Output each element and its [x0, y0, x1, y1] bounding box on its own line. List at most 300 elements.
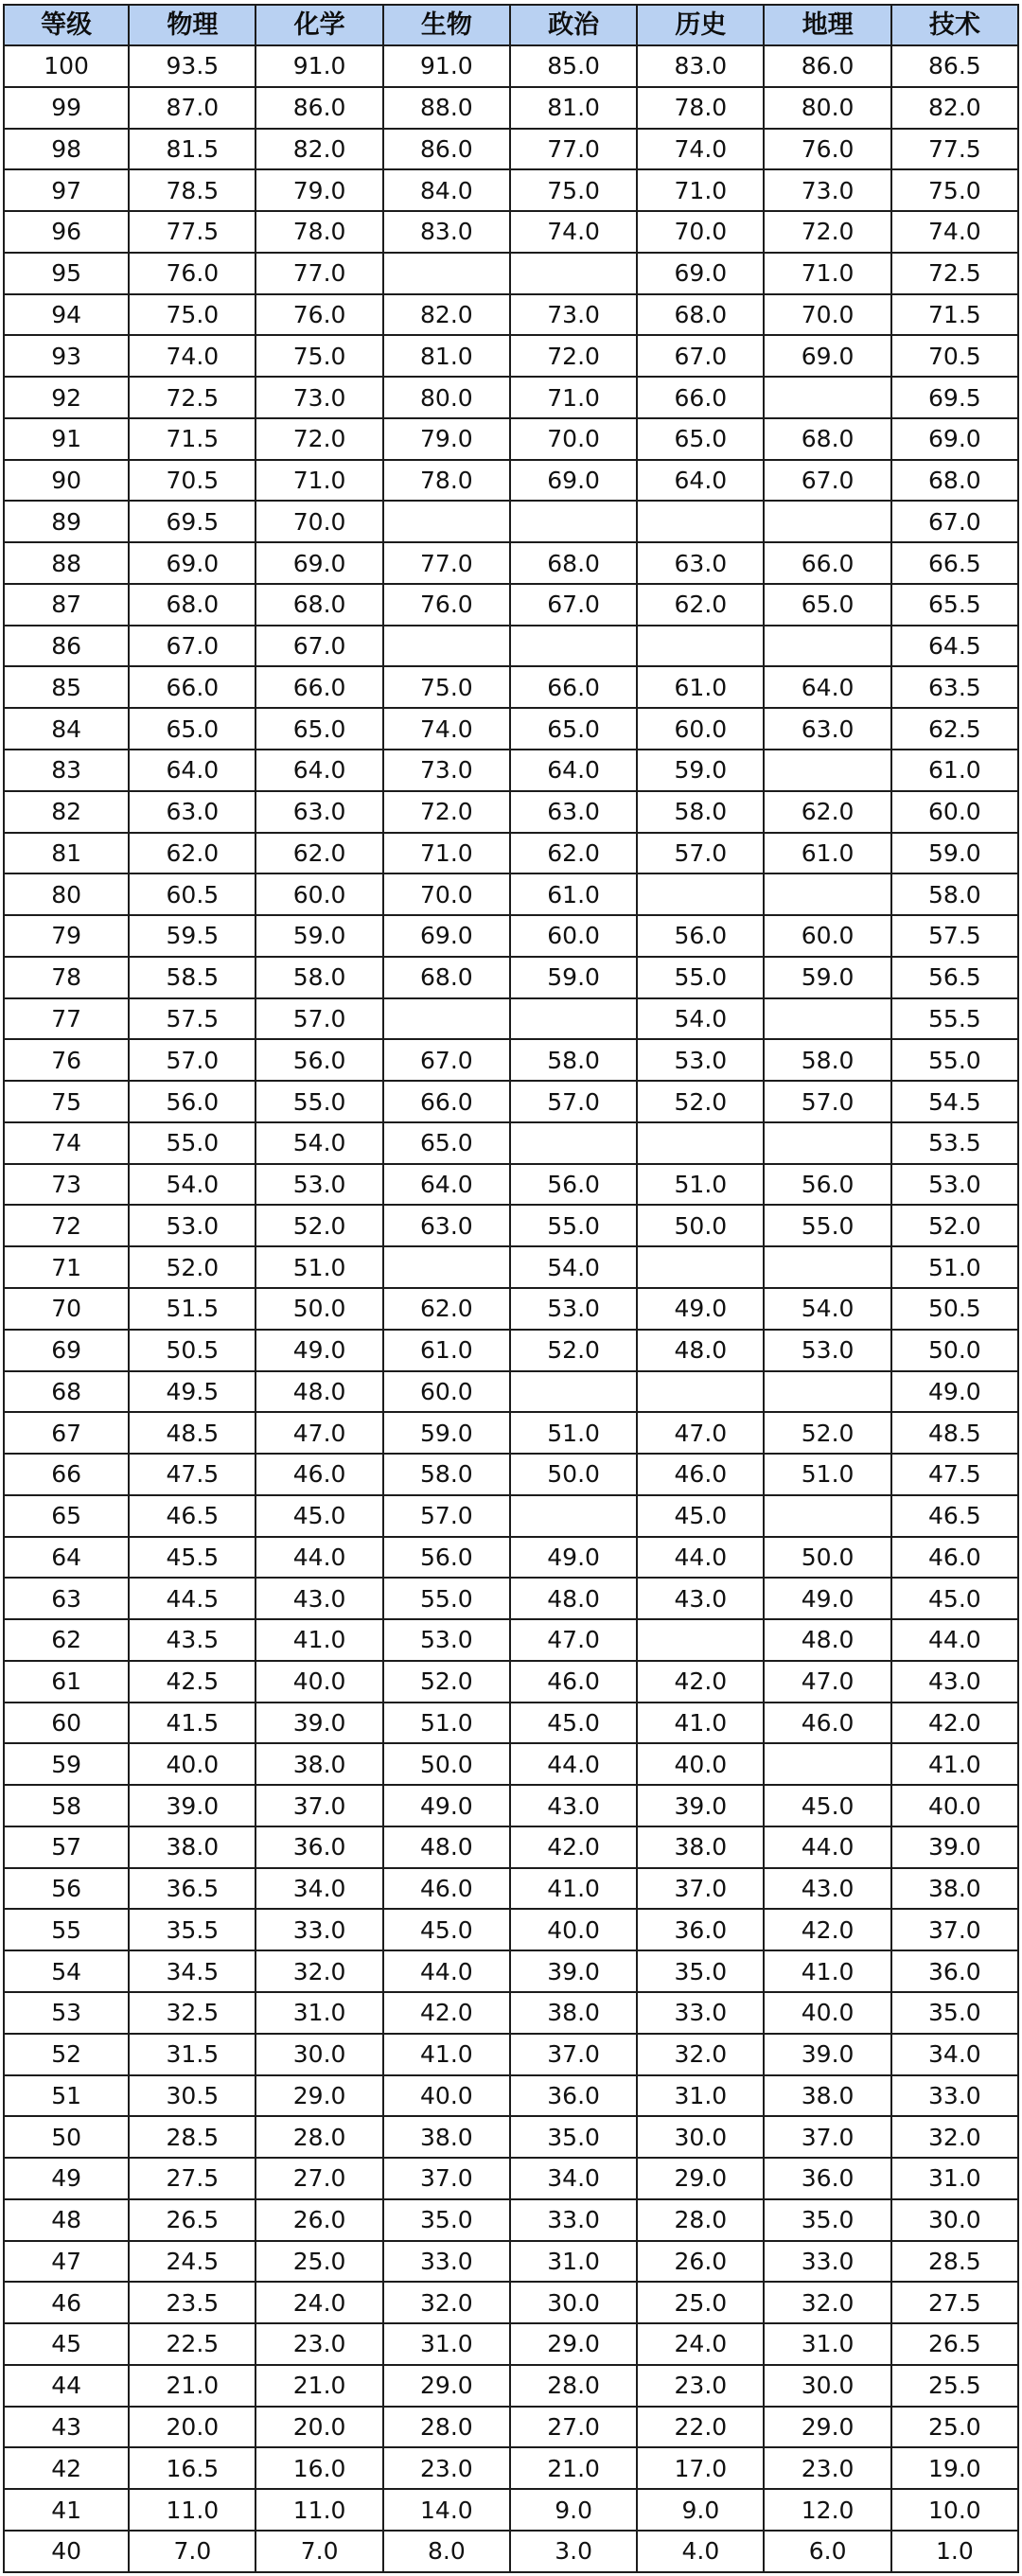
cell-physics: 57.5	[129, 998, 256, 1040]
cell-biology: 66.0	[383, 1081, 510, 1122]
cell-biology: 32.0	[383, 2282, 510, 2323]
header-physics: 物理	[129, 5, 256, 45]
cell-physics: 22.5	[129, 2323, 256, 2365]
cell-physics: 30.5	[129, 2075, 256, 2117]
table-row	[4, 873, 1018, 915]
cell-history: 35.0	[637, 1950, 764, 1992]
cell-physics: 49.5	[129, 1371, 256, 1413]
cell-geography: 47.0	[764, 1661, 890, 1703]
cell-technology: 40.0	[891, 1785, 1018, 1826]
cell-technology: 19.0	[891, 2447, 1018, 2489]
cell-biology: 61.0	[383, 1330, 510, 1371]
cell-politics: 47.0	[510, 1619, 637, 1661]
cell-technology: 35.0	[891, 1992, 1018, 2034]
cell-physics: 72.5	[129, 377, 256, 418]
cell-grade: 89	[4, 501, 129, 542]
cell-geography: 70.0	[764, 294, 890, 336]
cell-geography: 33.0	[764, 2241, 890, 2283]
cell-physics: 56.0	[129, 1081, 256, 1122]
cell-physics: 65.0	[129, 708, 256, 750]
cell-geography: 35.0	[764, 2199, 890, 2241]
header-history: 历史	[637, 5, 764, 45]
cell-biology: 57.0	[383, 1495, 510, 1537]
cell-biology: 62.0	[383, 1288, 510, 1330]
cell-geography: 41.0	[764, 1950, 890, 1992]
cell-chemistry: 27.0	[256, 2158, 382, 2199]
cell-chemistry: 64.0	[256, 750, 382, 791]
cell-history: 60.0	[637, 708, 764, 750]
cell-physics: 62.0	[129, 833, 256, 874]
cell-chemistry: 59.0	[256, 915, 382, 957]
table-row	[4, 1246, 1018, 1288]
cell-grade: 61	[4, 1661, 129, 1703]
cell-politics	[510, 1122, 637, 1164]
cell-history: 33.0	[637, 1992, 764, 2034]
cell-physics: 41.5	[129, 1703, 256, 1744]
cell-grade: 58	[4, 1785, 129, 1826]
cell-politics: 57.0	[510, 1081, 637, 1122]
cell-grade: 81	[4, 833, 129, 874]
cell-politics	[510, 998, 637, 1040]
cell-technology: 55.5	[891, 998, 1018, 1040]
cell-politics: 68.0	[510, 542, 637, 584]
table-row	[4, 1412, 1018, 1454]
cell-technology: 33.0	[891, 2075, 1018, 2117]
cell-history: 78.0	[637, 87, 764, 129]
cell-politics: 31.0	[510, 2241, 637, 2283]
cell-biology: 69.0	[383, 915, 510, 957]
grade-conversion-table	[3, 4, 1019, 2573]
cell-technology: 26.5	[891, 2323, 1018, 2365]
cell-chemistry: 73.0	[256, 377, 382, 418]
cell-geography: 65.0	[764, 584, 890, 626]
cell-biology: 31.0	[383, 2323, 510, 2365]
cell-grade: 63	[4, 1578, 129, 1619]
table-row	[4, 211, 1018, 253]
cell-technology: 39.0	[891, 1826, 1018, 1868]
cell-physics: 77.5	[129, 211, 256, 253]
cell-history: 65.0	[637, 418, 764, 460]
table-row	[4, 1081, 1018, 1122]
cell-geography: 73.0	[764, 169, 890, 211]
cell-grade: 92	[4, 377, 129, 418]
table-row	[4, 1039, 1018, 1081]
cell-physics: 55.0	[129, 1122, 256, 1164]
table-row	[4, 1330, 1018, 1371]
cell-technology: 71.5	[891, 294, 1018, 336]
table-row	[4, 1495, 1018, 1537]
cell-geography: 68.0	[764, 418, 890, 460]
cell-politics: 67.0	[510, 584, 637, 626]
cell-politics: 28.0	[510, 2365, 637, 2407]
table-row	[4, 957, 1018, 998]
cell-chemistry: 38.0	[256, 1743, 382, 1785]
cell-grade: 55	[4, 1909, 129, 1950]
cell-biology: 71.0	[383, 833, 510, 874]
table-row	[4, 1454, 1018, 1495]
cell-physics: 60.5	[129, 873, 256, 915]
table-row	[4, 1992, 1018, 2034]
cell-biology: 53.0	[383, 1619, 510, 1661]
cell-history: 25.0	[637, 2282, 764, 2323]
cell-biology	[383, 998, 510, 1040]
cell-grade: 54	[4, 1950, 129, 1992]
cell-physics: 69.5	[129, 501, 256, 542]
cell-biology: 88.0	[383, 87, 510, 129]
cell-technology: 49.0	[891, 1371, 1018, 1413]
cell-grade: 98	[4, 129, 129, 170]
cell-politics: 60.0	[510, 915, 637, 957]
cell-history	[637, 1619, 764, 1661]
cell-technology: 48.5	[891, 1412, 1018, 1454]
cell-chemistry: 32.0	[256, 1950, 382, 1992]
cell-physics: 70.5	[129, 460, 256, 502]
cell-history: 69.0	[637, 253, 764, 294]
cell-physics: 40.0	[129, 1743, 256, 1785]
cell-politics: 58.0	[510, 1039, 637, 1081]
table-row	[4, 2282, 1018, 2323]
cell-technology: 25.0	[891, 2407, 1018, 2448]
cell-chemistry: 72.0	[256, 418, 382, 460]
cell-chemistry: 58.0	[256, 957, 382, 998]
header-biology: 生物	[383, 5, 510, 45]
cell-politics: 73.0	[510, 294, 637, 336]
table-row	[4, 1661, 1018, 1703]
cell-biology	[383, 626, 510, 667]
cell-history: 61.0	[637, 666, 764, 708]
cell-chemistry: 41.0	[256, 1619, 382, 1661]
cell-physics: 57.0	[129, 1039, 256, 1081]
cell-chemistry: 63.0	[256, 791, 382, 833]
cell-chemistry: 31.0	[256, 1992, 382, 2034]
cell-geography: 62.0	[764, 791, 890, 833]
cell-geography	[764, 1743, 890, 1785]
cell-grade: 43	[4, 2407, 129, 2448]
cell-biology: 65.0	[383, 1122, 510, 1164]
cell-physics: 32.5	[129, 1992, 256, 2034]
cell-grade: 94	[4, 294, 129, 336]
table-row	[4, 377, 1018, 418]
cell-technology: 60.0	[891, 791, 1018, 833]
cell-biology	[383, 1246, 510, 1288]
cell-politics: 42.0	[510, 1826, 637, 1868]
cell-physics: 38.0	[129, 1826, 256, 1868]
header-grade: 等级	[4, 5, 129, 45]
cell-history: 42.0	[637, 1661, 764, 1703]
cell-chemistry: 46.0	[256, 1454, 382, 1495]
cell-politics	[510, 253, 637, 294]
cell-physics: 11.0	[129, 2489, 256, 2531]
cell-biology: 44.0	[383, 1950, 510, 1992]
table-row	[4, 626, 1018, 667]
cell-history: 17.0	[637, 2447, 764, 2489]
cell-technology: 50.5	[891, 1288, 1018, 1330]
cell-grade: 86	[4, 626, 129, 667]
table-row	[4, 2365, 1018, 2407]
cell-geography: 23.0	[764, 2447, 890, 2489]
cell-physics: 35.5	[129, 1909, 256, 1950]
cell-history	[637, 626, 764, 667]
cell-geography: 12.0	[764, 2489, 890, 2531]
cell-politics: 36.0	[510, 2075, 637, 2117]
cell-biology: 58.0	[383, 1454, 510, 1495]
cell-geography: 52.0	[764, 1412, 890, 1454]
cell-history: 49.0	[637, 1288, 764, 1330]
table-row	[4, 1164, 1018, 1206]
cell-politics: 74.0	[510, 211, 637, 253]
cell-politics: 53.0	[510, 1288, 637, 1330]
cell-biology: 51.0	[383, 1703, 510, 1744]
cell-geography: 58.0	[764, 1039, 890, 1081]
cell-biology: 63.0	[383, 1205, 510, 1246]
cell-grade: 49	[4, 2158, 129, 2199]
table-row	[4, 2531, 1018, 2572]
cell-geography: 66.0	[764, 542, 890, 584]
cell-technology: 54.5	[891, 1081, 1018, 1122]
table-row	[4, 460, 1018, 502]
cell-politics: 59.0	[510, 957, 637, 998]
cell-chemistry: 11.0	[256, 2489, 382, 2531]
cell-physics: 44.5	[129, 1578, 256, 1619]
cell-history: 23.0	[637, 2365, 764, 2407]
cell-technology: 50.0	[891, 1330, 1018, 1371]
cell-chemistry: 23.0	[256, 2323, 382, 2365]
cell-geography: 69.0	[764, 335, 890, 377]
cell-physics: 75.0	[129, 294, 256, 336]
cell-physics: 53.0	[129, 1205, 256, 1246]
cell-grade: 83	[4, 750, 129, 791]
cell-technology: 32.0	[891, 2116, 1018, 2158]
cell-politics: 51.0	[510, 1412, 637, 1454]
cell-geography: 55.0	[764, 1205, 890, 1246]
cell-grade: 90	[4, 460, 129, 502]
cell-technology: 36.0	[891, 1950, 1018, 1992]
cell-technology: 1.0	[891, 2531, 1018, 2572]
cell-geography: 39.0	[764, 2034, 890, 2075]
cell-grade: 77	[4, 998, 129, 1040]
table-row	[4, 253, 1018, 294]
cell-physics: 68.0	[129, 584, 256, 626]
cell-politics: 48.0	[510, 1578, 637, 1619]
cell-biology: 59.0	[383, 1412, 510, 1454]
cell-history: 50.0	[637, 1205, 764, 1246]
cell-technology: 67.0	[891, 501, 1018, 542]
cell-biology: 23.0	[383, 2447, 510, 2489]
table-row	[4, 998, 1018, 1040]
cell-geography: 64.0	[764, 666, 890, 708]
cell-chemistry: 65.0	[256, 708, 382, 750]
header-geography: 地理	[764, 5, 890, 45]
cell-chemistry: 20.0	[256, 2407, 382, 2448]
table-row	[4, 666, 1018, 708]
cell-politics: 71.0	[510, 377, 637, 418]
cell-technology: 86.5	[891, 45, 1018, 87]
cell-politics: 46.0	[510, 1661, 637, 1703]
cell-biology: 56.0	[383, 1537, 510, 1579]
cell-geography: 49.0	[764, 1578, 890, 1619]
cell-technology: 51.0	[891, 1246, 1018, 1288]
cell-technology: 53.0	[891, 1164, 1018, 1206]
cell-grade: 82	[4, 791, 129, 833]
cell-geography: 60.0	[764, 915, 890, 957]
cell-biology: 72.0	[383, 791, 510, 833]
cell-technology: 70.5	[891, 335, 1018, 377]
cell-biology: 82.0	[383, 294, 510, 336]
cell-chemistry: 48.0	[256, 1371, 382, 1413]
table-row	[4, 1868, 1018, 1910]
cell-history: 41.0	[637, 1703, 764, 1744]
cell-physics: 74.0	[129, 335, 256, 377]
cell-chemistry: 40.0	[256, 1661, 382, 1703]
cell-physics: 76.0	[129, 253, 256, 294]
cell-grade: 88	[4, 542, 129, 584]
cell-technology: 82.0	[891, 87, 1018, 129]
cell-chemistry: 33.0	[256, 1909, 382, 1950]
cell-geography: 31.0	[764, 2323, 890, 2365]
table-row	[4, 2447, 1018, 2489]
cell-history: 64.0	[637, 460, 764, 502]
cell-politics: 70.0	[510, 418, 637, 460]
cell-grade: 66	[4, 1454, 129, 1495]
cell-grade: 71	[4, 1246, 129, 1288]
cell-biology: 79.0	[383, 418, 510, 460]
cell-geography: 61.0	[764, 833, 890, 874]
cell-geography: 67.0	[764, 460, 890, 502]
cell-geography	[764, 626, 890, 667]
table-row	[4, 2199, 1018, 2241]
cell-chemistry: 54.0	[256, 1122, 382, 1164]
table-row	[4, 2407, 1018, 2448]
cell-politics: 40.0	[510, 1909, 637, 1950]
cell-chemistry: 53.0	[256, 1164, 382, 1206]
cell-technology: 52.0	[891, 1205, 1018, 1246]
cell-history: 45.0	[637, 1495, 764, 1537]
cell-geography	[764, 750, 890, 791]
cell-history: 59.0	[637, 750, 764, 791]
cell-biology: 28.0	[383, 2407, 510, 2448]
cell-chemistry: 7.0	[256, 2531, 382, 2572]
cell-grade: 91	[4, 418, 129, 460]
cell-biology: 41.0	[383, 2034, 510, 2075]
cell-grade: 60	[4, 1703, 129, 1744]
cell-grade: 57	[4, 1826, 129, 1868]
cell-biology: 42.0	[383, 1992, 510, 2034]
cell-chemistry: 24.0	[256, 2282, 382, 2323]
cell-politics: 55.0	[510, 1205, 637, 1246]
cell-technology: 30.0	[891, 2199, 1018, 2241]
table-row	[4, 1743, 1018, 1785]
cell-chemistry: 82.0	[256, 129, 382, 170]
cell-technology: 25.5	[891, 2365, 1018, 2407]
cell-technology: 58.0	[891, 873, 1018, 915]
cell-physics: 7.0	[129, 2531, 256, 2572]
cell-grade: 72	[4, 1205, 129, 1246]
table-row	[4, 1826, 1018, 1868]
cell-chemistry: 26.0	[256, 2199, 382, 2241]
table-row	[4, 1122, 1018, 1164]
cell-physics: 34.5	[129, 1950, 256, 1992]
cell-biology: 38.0	[383, 2116, 510, 2158]
cell-history: 38.0	[637, 1826, 764, 1868]
cell-grade: 64	[4, 1537, 129, 1579]
cell-politics: 41.0	[510, 1868, 637, 1910]
cell-chemistry: 66.0	[256, 666, 382, 708]
cell-politics: 44.0	[510, 1743, 637, 1785]
cell-biology: 83.0	[383, 211, 510, 253]
cell-geography: 40.0	[764, 1992, 890, 2034]
cell-chemistry: 47.0	[256, 1412, 382, 1454]
cell-geography	[764, 998, 890, 1040]
cell-physics: 45.5	[129, 1537, 256, 1579]
cell-geography: 54.0	[764, 1288, 890, 1330]
cell-geography: 57.0	[764, 1081, 890, 1122]
header-chemistry: 化学	[256, 5, 382, 45]
cell-grade: 51	[4, 2075, 129, 2117]
cell-chemistry: 86.0	[256, 87, 382, 129]
cell-biology: 49.0	[383, 1785, 510, 1826]
cell-chemistry: 45.0	[256, 1495, 382, 1537]
cell-history: 74.0	[637, 129, 764, 170]
cell-physics: 78.5	[129, 169, 256, 211]
table-row	[4, 169, 1018, 211]
cell-biology: 45.0	[383, 1909, 510, 1950]
cell-physics: 28.5	[129, 2116, 256, 2158]
cell-grade: 59	[4, 1743, 129, 1785]
cell-politics: 30.0	[510, 2282, 637, 2323]
cell-chemistry: 52.0	[256, 1205, 382, 1246]
cell-chemistry: 68.0	[256, 584, 382, 626]
cell-history: 54.0	[637, 998, 764, 1040]
cell-biology: 84.0	[383, 169, 510, 211]
cell-grade: 44	[4, 2365, 129, 2407]
cell-politics: 63.0	[510, 791, 637, 833]
cell-history: 57.0	[637, 833, 764, 874]
cell-physics: 16.5	[129, 2447, 256, 2489]
cell-history: 52.0	[637, 1081, 764, 1122]
cell-physics: 69.0	[129, 542, 256, 584]
cell-physics: 52.0	[129, 1246, 256, 1288]
cell-geography: 71.0	[764, 253, 890, 294]
cell-technology: 46.5	[891, 1495, 1018, 1537]
table-row	[4, 791, 1018, 833]
cell-technology: 69.5	[891, 377, 1018, 418]
table-row	[4, 542, 1018, 584]
cell-grade: 75	[4, 1081, 129, 1122]
cell-politics: 85.0	[510, 45, 637, 87]
cell-politics: 21.0	[510, 2447, 637, 2489]
table-row	[4, 708, 1018, 750]
cell-politics: 43.0	[510, 1785, 637, 1826]
cell-biology	[383, 501, 510, 542]
cell-history: 48.0	[637, 1330, 764, 1371]
cell-history: 32.0	[637, 2034, 764, 2075]
cell-chemistry: 37.0	[256, 1785, 382, 1826]
cell-grade: 95	[4, 253, 129, 294]
cell-politics	[510, 1371, 637, 1413]
cell-biology	[383, 253, 510, 294]
table-row	[4, 418, 1018, 460]
cell-physics: 93.5	[129, 45, 256, 87]
cell-politics	[510, 626, 637, 667]
table-row	[4, 915, 1018, 957]
cell-technology: 66.5	[891, 542, 1018, 584]
cell-grade: 40	[4, 2531, 129, 2572]
cell-technology: 46.0	[891, 1537, 1018, 1579]
cell-history: 29.0	[637, 2158, 764, 2199]
cell-physics: 43.5	[129, 1619, 256, 1661]
cell-politics: 77.0	[510, 129, 637, 170]
cell-history: 58.0	[637, 791, 764, 833]
